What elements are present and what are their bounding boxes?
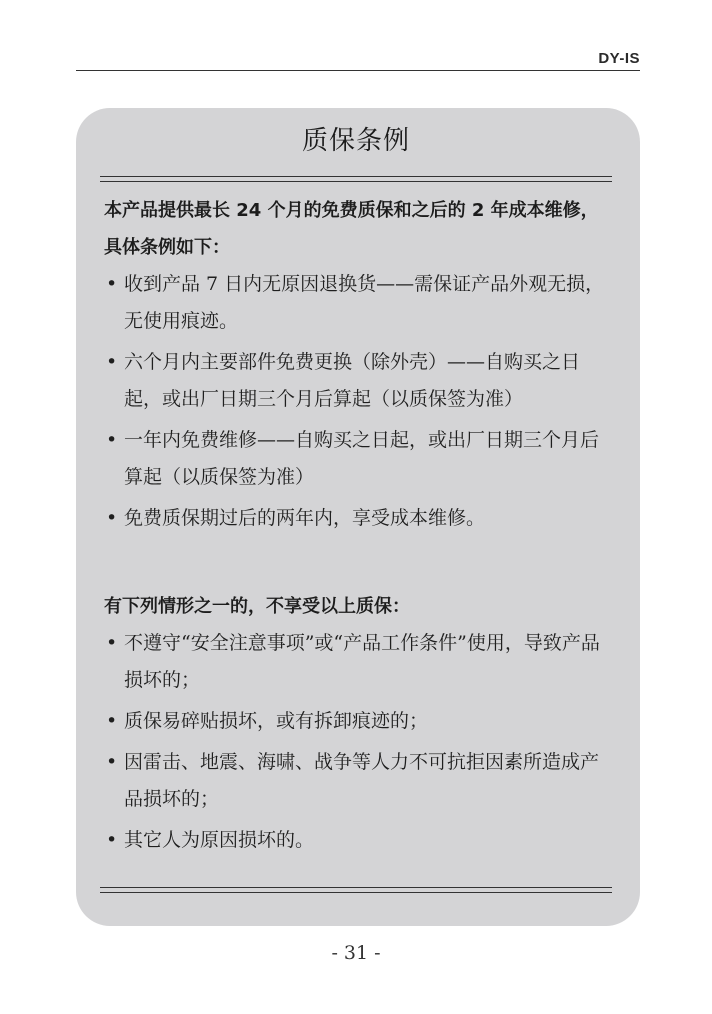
- bottom-double-divider: [100, 887, 612, 893]
- list-item: • 质保易碎贴损坏，或有拆卸痕迹的；: [104, 703, 612, 740]
- warranty-terms-list: [104, 266, 612, 537]
- warranty-terms-section: [104, 192, 612, 541]
- title-double-divider: [100, 176, 612, 182]
- warranty-terms-lead: 本产品提供最长 24 个月的免费质保和之后的 2 年成本维修，具体条例如下：: [104, 200, 599, 258]
- list-item: • 一年内免费维修——自购买之日起，或出厂日期三个月后算起（以质保签为准）: [104, 422, 612, 496]
- list-item: • 其它人为原因损坏的。: [104, 822, 612, 859]
- document-code: DY-IS: [598, 50, 640, 67]
- exclusions-list: [104, 625, 612, 859]
- exclusions-section: [104, 588, 612, 863]
- list-item: • 收到产品 7 日内无原因退换货——需保证产品外观无损，无使用痕迹。: [104, 266, 612, 340]
- exclusions-lead: 有下列情形之一的，不享受以上质保：: [104, 596, 410, 617]
- page-number: - 31 -: [331, 942, 381, 964]
- list-item: • 六个月内主要部件免费更换（除外壳）——自购买之日起，或出厂日期三个月后算起（以质保签为准）: [104, 344, 612, 418]
- list-item: • 免费质保期过后的两年内，享受成本维修。: [104, 500, 612, 537]
- list-item: • 因雷击、地震、海啸、战争等人力不可抗拒因素所造成产品损坏的；: [104, 744, 612, 818]
- card-title: 质保条例: [301, 126, 410, 156]
- list-item: • 不遵守“安全注意事项”或“产品工作条件”使用，导致产品损坏的；: [104, 625, 612, 699]
- header-divider: [76, 70, 640, 71]
